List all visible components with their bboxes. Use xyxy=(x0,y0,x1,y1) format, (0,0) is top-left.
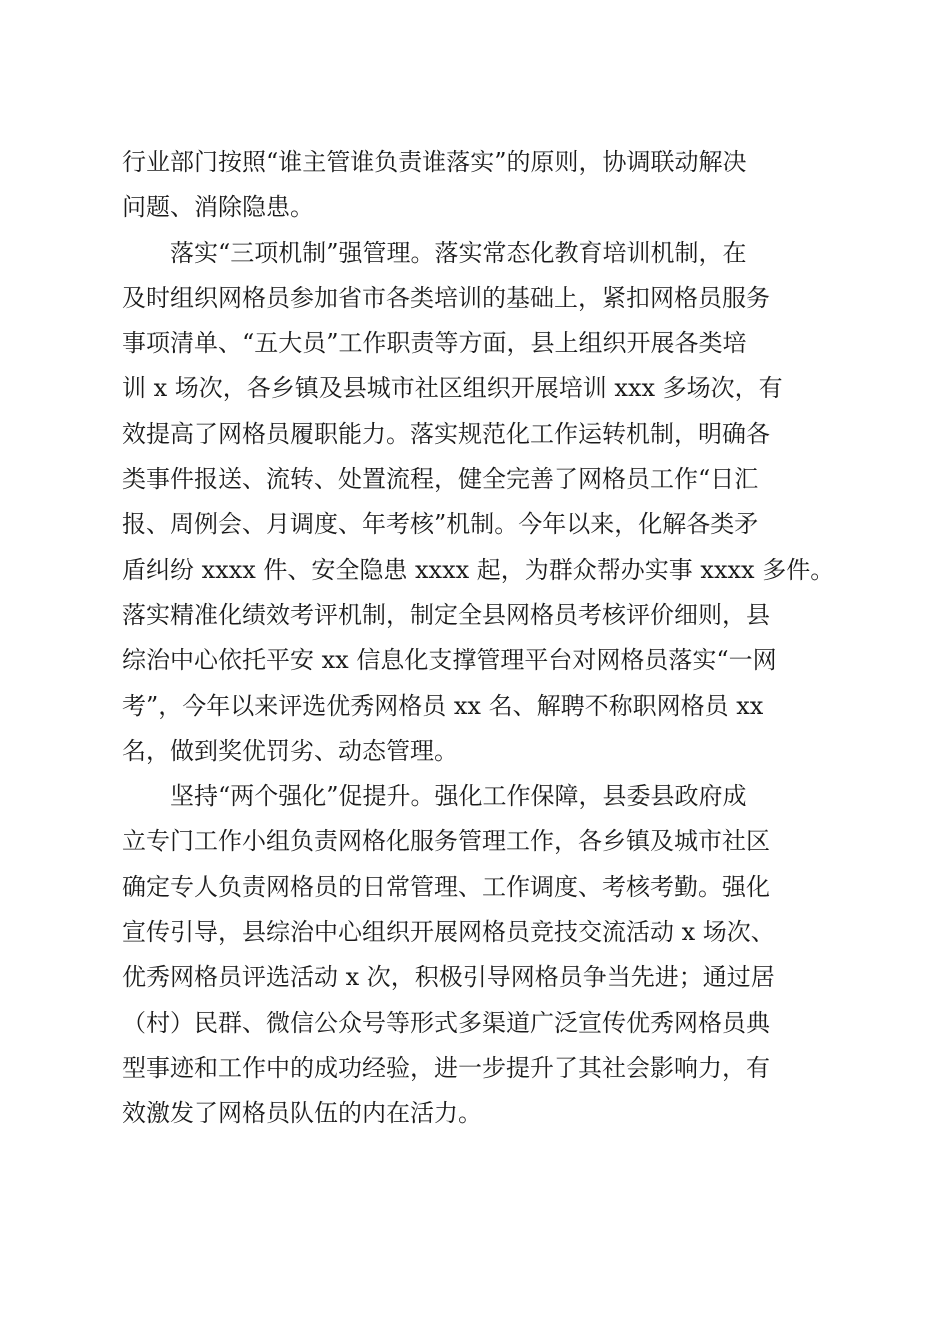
paragraph-2-line: 事项清单、“五大员”工作职责等方面，县上组织开展各类培 xyxy=(122,329,747,358)
paragraph-2-line: 考”，今年以来评选优秀网格员 xx 名、解聘不称职网格员 xx xyxy=(122,691,764,720)
paragraph-2-line: 类事件报送、流转、处置流程，健全完善了网格员工作“日汇 xyxy=(122,465,759,494)
paragraph-3-line: 型事迹和工作中的成功经验，进一步提升了其社会影响力，有 xyxy=(122,1053,770,1082)
paragraph-1-line: 问题、消除隐患。 xyxy=(122,193,314,222)
paragraph-3-line: 坚持“两个强化”促提升。强化工作保障，县委县政府成 xyxy=(170,782,747,811)
paragraph-2-line: 盾纠纷 xxxx 件、安全隐患 xxxx 起，为群众帮办实事 xxxx 多件。 xyxy=(122,555,835,584)
paragraph-3-line: （村）民群、微信公众号等形式多渠道广泛宣传优秀网格员典 xyxy=(122,1008,770,1037)
paragraph-2-line: 落实“三项机制”强管理。落实常态化教育培训机制，在 xyxy=(170,238,747,267)
paragraph-3-line: 效激发了网格员队伍的内在活力。 xyxy=(122,1099,482,1128)
paragraph-2-line: 效提高了网格员履职能力。落实规范化工作运转机制，明确各 xyxy=(122,419,770,448)
paragraph-2-line: 报、周例会、月调度、年考核”机制。今年以来，化解各类矛 xyxy=(122,510,759,539)
paragraph-1-line: 行业部门按照“谁主管谁负责谁落实”的原则，协调联动解决 xyxy=(122,148,747,176)
paragraph-2-line: 名，做到奖优罚劣、动态管理。 xyxy=(122,736,458,765)
paragraph-3-line: 立专门工作小组负责网格化服务管理工作，各乡镇及城市社区 xyxy=(122,827,770,856)
paragraph-2-line: 及时组织网格员参加省市各类培训的基础上，紧扣网格员服务 xyxy=(122,283,770,312)
paragraph-3-line: 优秀网格员评选活动 x 次，积极引导网格员争当先进；通过居 xyxy=(122,963,775,992)
paragraph-3-line: 宣传引导，县综治中心组织开展网格员竞技交流活动 x 场次、 xyxy=(122,918,775,947)
paragraph-2-line: 训 x 场次，各乡镇及县城市社区组织开展培训 xxx 多场次，有 xyxy=(122,374,783,403)
paragraph-2-line: 综治中心依托平安 xx 信息化支撑管理平台对网格员落实“一网 xyxy=(122,646,777,675)
paragraph-2-line: 落实精准化绩效考评机制，制定全县网格员考核评价细则，县 xyxy=(122,600,770,629)
document-body xyxy=(122,140,834,1137)
paragraph-3-line: 确定专人负责网格员的日常管理、工作调度、考核考勤。强化 xyxy=(122,872,770,901)
